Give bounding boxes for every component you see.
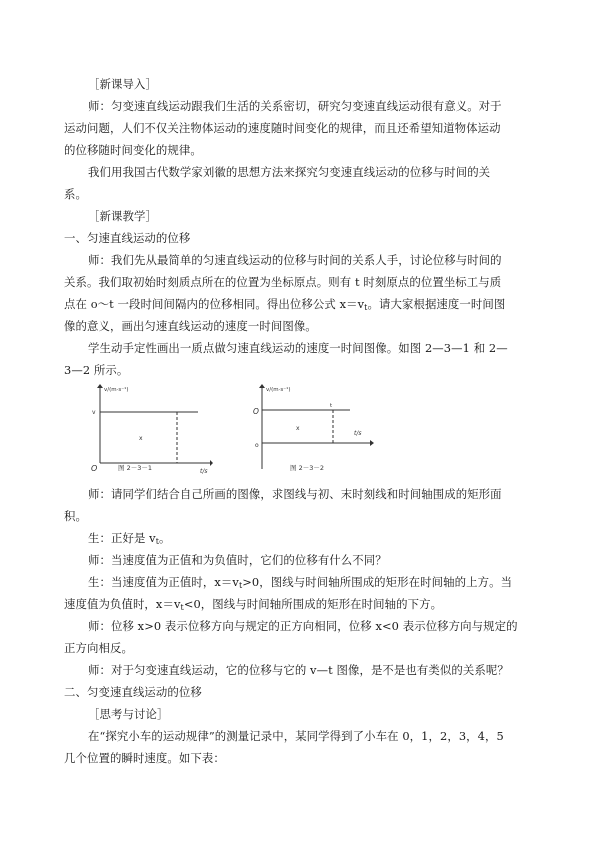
- teaching-heading: ［新课教学］: [88, 209, 157, 223]
- section-title-accelerated-motion: 二、匀变速直线运动的位移: [64, 685, 202, 699]
- part2-paragraph-line: 在“探究小车的运动规律”的测量记录中，某同学得到了小车在 0，1，2，3，4，5: [88, 729, 504, 743]
- think-discuss-heading: ［思考与讨论］: [88, 707, 169, 721]
- velocity-time-graph-1: [88, 383, 213, 475]
- section-title-uniform-motion: 一、匀速直线运动的位移: [64, 231, 191, 245]
- y-axis-label: v/(m·s⁻¹): [266, 387, 291, 393]
- subscript-t: t: [364, 303, 368, 312]
- dialog-line: [88, 574, 558, 594]
- figure-2-3-1: [88, 383, 213, 475]
- dialog-line: 积。: [64, 509, 87, 523]
- part1-paragraph2-line: 3—2 所示。: [64, 363, 129, 377]
- formula-tail: 。请大家根据速度一时间图: [367, 297, 506, 311]
- area-label: x: [139, 435, 143, 442]
- part1-paragraph-line: [64, 296, 534, 316]
- part1-paragraph-line: 关系。我们取初始时刻质点所在的位置为坐标原点。则有 t 时刻原点的位置坐标工与质: [64, 275, 502, 289]
- answer-tail: >0，图线与时间轴所围成的矩形在时间轴的上方。当: [242, 575, 513, 589]
- answer-tail: <0，图线与时间轴所围成的矩形在时间轴的下方。: [183, 597, 443, 611]
- velocity-axis-arrow: [97, 384, 103, 388]
- subscript-t: t: [180, 603, 184, 612]
- time-axis-arrow: [210, 460, 213, 466]
- velocity-label: v: [92, 409, 96, 416]
- intro-paragraph2-line: 我们用我国古代数学家刘徽的思想方法来探究匀变速直线运动的位移与时间的关: [88, 165, 491, 179]
- subscript-t: t: [238, 581, 243, 590]
- part1-paragraph-line: 师：我们先从最简单的匀速直线运动的位移与时间的关系人手，讨论位移与时间的: [88, 253, 502, 267]
- answer-text: 速度值为负值时，x＝v: [64, 597, 181, 611]
- dialog-line: [64, 596, 534, 616]
- answer-text: 生：正好是 v: [88, 531, 156, 545]
- intro-heading: ［新课导入］: [88, 77, 157, 91]
- y-axis-label: v/(m·s⁻¹): [104, 387, 129, 393]
- velocity-axis-arrow: [259, 384, 265, 388]
- x-axis-label: t/s: [200, 468, 208, 475]
- figure-caption: 图 2－3－2: [290, 464, 324, 472]
- formula-text: 点在 o～t 一段时间间隔内的位移相同。得出位移公式 x＝v: [64, 297, 365, 311]
- figure-caption: 图 2－3－1: [118, 464, 152, 472]
- subscript-t: t: [155, 537, 160, 546]
- velocity-label: O: [253, 407, 259, 416]
- part2-paragraph-line: 几个位置的瞬时速度。如下表：: [64, 751, 225, 765]
- answer-tail: 。: [159, 531, 171, 545]
- origin-label: O: [91, 464, 98, 473]
- time-axis-arrow: [370, 440, 374, 446]
- velocity-time-graph-2: [250, 383, 380, 475]
- answer-text: 生：当速度值为正值时，x＝v: [88, 575, 239, 589]
- dialog-line: 师：对于匀变速直线运动，它的位移与它的 v—t 图像，是不是也有类似的关系呢？: [88, 663, 509, 677]
- dialog-line: [88, 530, 558, 550]
- intro-paragraph-line: 的位移随时间变化的规律。: [64, 143, 202, 157]
- origin-label: o: [255, 442, 259, 449]
- dialog-line: 师：当速度值为正值和为负值时，它们的位移有什么不同？: [88, 553, 387, 567]
- x-axis-label: t/s: [354, 430, 362, 437]
- dialog-line: 师：位移 x>0 表示位移方向与规定的正方向相同，位移 x<0 表示位移方向与规定的: [88, 619, 518, 633]
- part1-paragraph-line: 像的意义，画出匀速直线运动的速度一时间图像。: [64, 319, 317, 333]
- dialog-line: 师：请同学们结合自己所画的图像，求图线与初、末时刻线和时间轴围成的矩形面: [88, 487, 502, 501]
- intro-paragraph-line: 运动问题，人们不仅关注物体运动的速度随时间变化的规律，而且还希望知道物体运动: [64, 121, 501, 135]
- dialog-line: 正方向相反。: [64, 641, 133, 655]
- time-label: t: [330, 403, 333, 409]
- figure-2-3-2: [250, 383, 380, 475]
- area-label: x: [296, 425, 300, 432]
- intro-paragraph2-line: 系。: [64, 187, 87, 201]
- part1-paragraph2-line: 学生动手定性画出一质点做匀速直线运动的速度一时间图像。如图 2—3—1 和 2—: [88, 341, 508, 355]
- intro-paragraph-line: 师：匀变速直线运动跟我们生活的关系密切，研究匀变速直线运动很有意义。对于: [88, 99, 502, 113]
